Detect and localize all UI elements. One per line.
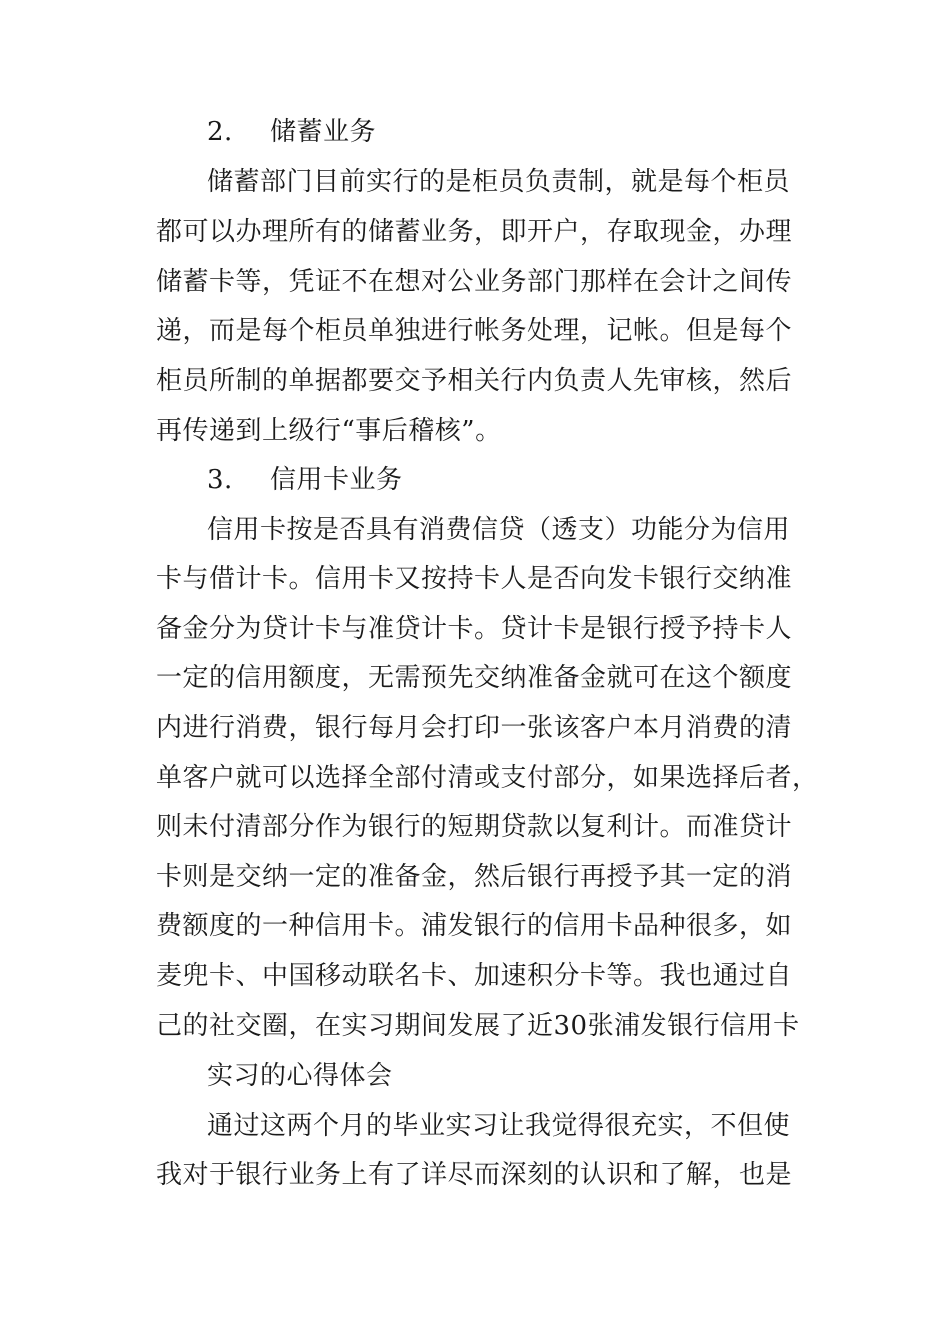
paragraph-line: 则未付清部分作为银行的短期贷款以复利计。而准贷计 [156,812,793,842]
section-3-number: 3. [207,465,233,495]
paragraph-line: 都可以办理所有的储蓄业务，即开户，存取现金，办理 [156,217,793,247]
paragraph-line: 通过这两个月的毕业实习让我觉得很充实，不但使 [207,1111,791,1141]
section-3-title: 信用卡业务 [270,465,403,495]
paragraph-line: 我对于银行业务上有了详尽而深刻的认识和了解，也是 [156,1160,793,1190]
section-2-heading [207,114,376,150]
paragraph-line: 备金分为贷计卡与准贷计卡。贷计卡是银行授予持卡人 [156,614,793,644]
paragraph-line: 卡与借计卡。信用卡又按持卡人是否向发卡银行交纳准 [156,564,793,594]
paragraph-line: 麦兜卡、中国移动联名卡、加速积分卡等。我也通过自 [156,961,793,991]
paragraph-line: 再传递到上级行“事后稽核”。 [156,416,502,446]
section-2-title: 储蓄业务 [270,117,377,147]
paragraph-line: 单客户就可以选择全部付清或支付部分，如果选择后者， [156,763,819,793]
paragraph-line: 储蓄卡等，凭证不在想对公业务部门那样在会计之间传 [156,267,793,297]
section-3-heading [207,462,403,498]
experience-heading: 实习的心得体会 [207,1061,393,1091]
paragraph-line: 卡则是交纳一定的准备金，然后银行再授予其一定的消 [156,862,793,892]
paragraph-line: 己的社交圈，在实习期间发展了近30张浦发银行信用卡 [156,1011,800,1041]
paragraph-line: 递，而是每个柜员单独进行帐务处理，记帐。但是每个 [156,316,793,346]
paragraph-line: 信用卡按是否具有消费信贷（透支）功能分为信用 [207,515,791,545]
paragraph-line: 内进行消费，银行每月会打印一张该客户本月消费的清 [156,713,793,743]
section-2-number: 2. [207,117,233,147]
paragraph-line: 费额度的一种信用卡。浦发银行的信用卡品种很多，如 [156,911,793,941]
paragraph-line: 一定的信用额度，无需预先交纳准备金就可在这个额度 [156,663,793,693]
paragraph-line: 储蓄部门目前实行的是柜员负责制，就是每个柜员 [207,167,791,197]
paragraph-line: 柜员所制的单据都要交予相关行内负责人先审核，然后 [156,366,793,396]
